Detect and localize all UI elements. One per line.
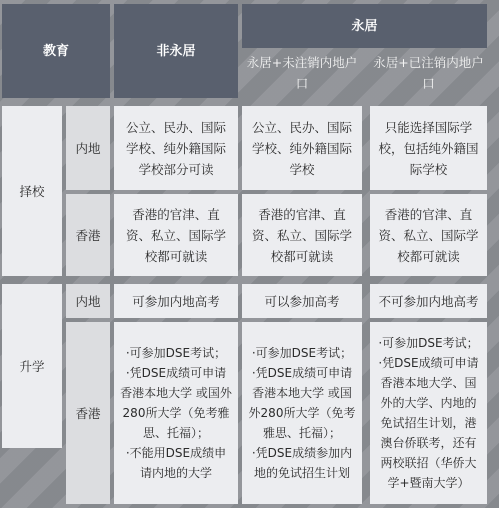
choice-hk-unreg: 香港的官津、直资、私立、国际学校都可就读 <box>242 194 362 276</box>
adv-hk-reg: ·可参加DSE考试； ·凭DSE成绩可申请香港本地大学、国外的大学、内地的免试招生计划，港澳台侨联考，还有两校联招（华侨大学+暨南大学） <box>370 322 487 504</box>
sub-label-hongkong: 香港 <box>66 194 110 276</box>
choice-mainland-unreg: 公立、民办、国际学校、纯外籍国际学校 <box>242 106 362 190</box>
choice-mainland-reg: 只能选择国际学校，包括纯外籍国际学校 <box>370 106 487 190</box>
choice-hk-reg: 香港的官津、直资、私立、国际学校都可就读 <box>370 194 487 276</box>
adv-mainland-reg: 不可参加内地高考 <box>370 284 487 318</box>
header-permanent: 永居 <box>242 4 487 48</box>
header-perm-registered: 永居+已注销内地户口 <box>373 55 484 91</box>
adv-mainland-unreg: 可以参加高考 <box>242 284 362 318</box>
header-perm-unregistered: 永居+未注销内地户口 <box>246 55 358 91</box>
sub-label-mainland-2: 内地 <box>66 284 110 318</box>
header-education: 教育 <box>2 4 110 98</box>
adv-hk-nonperm: ·可参加DSE考试； ·凭DSE成绩可申请香港本地大学 或国外280所大学（免考雅思、托福）； ·不能用DSE成绩申请内地的大学 <box>114 322 238 504</box>
row-label-school-choice: 择校 <box>2 106 62 276</box>
header-non-permanent: 非永居 <box>114 4 238 98</box>
choice-hk-nonperm: 香港的官津、直资、私立、国际学校都可就读 <box>114 194 238 276</box>
sub-label-mainland: 内地 <box>66 106 110 190</box>
sub-label-hongkong-2: 香港 <box>66 322 110 504</box>
row-label-advancement: 升学 <box>2 284 62 448</box>
adv-hk-unreg: ·可参加DSE考试； ·凭DSE成绩可申请香港本地大学 或国外280所大学（免考雅思、托福）； ·凭DSE成绩参加内地的免试招生计划 <box>242 322 362 504</box>
choice-mainland-nonperm: 公立、民办、国际学校、纯外籍国际学校部分可读 <box>114 106 238 190</box>
adv-mainland-nonperm: 可参加内地高考 <box>114 284 238 318</box>
